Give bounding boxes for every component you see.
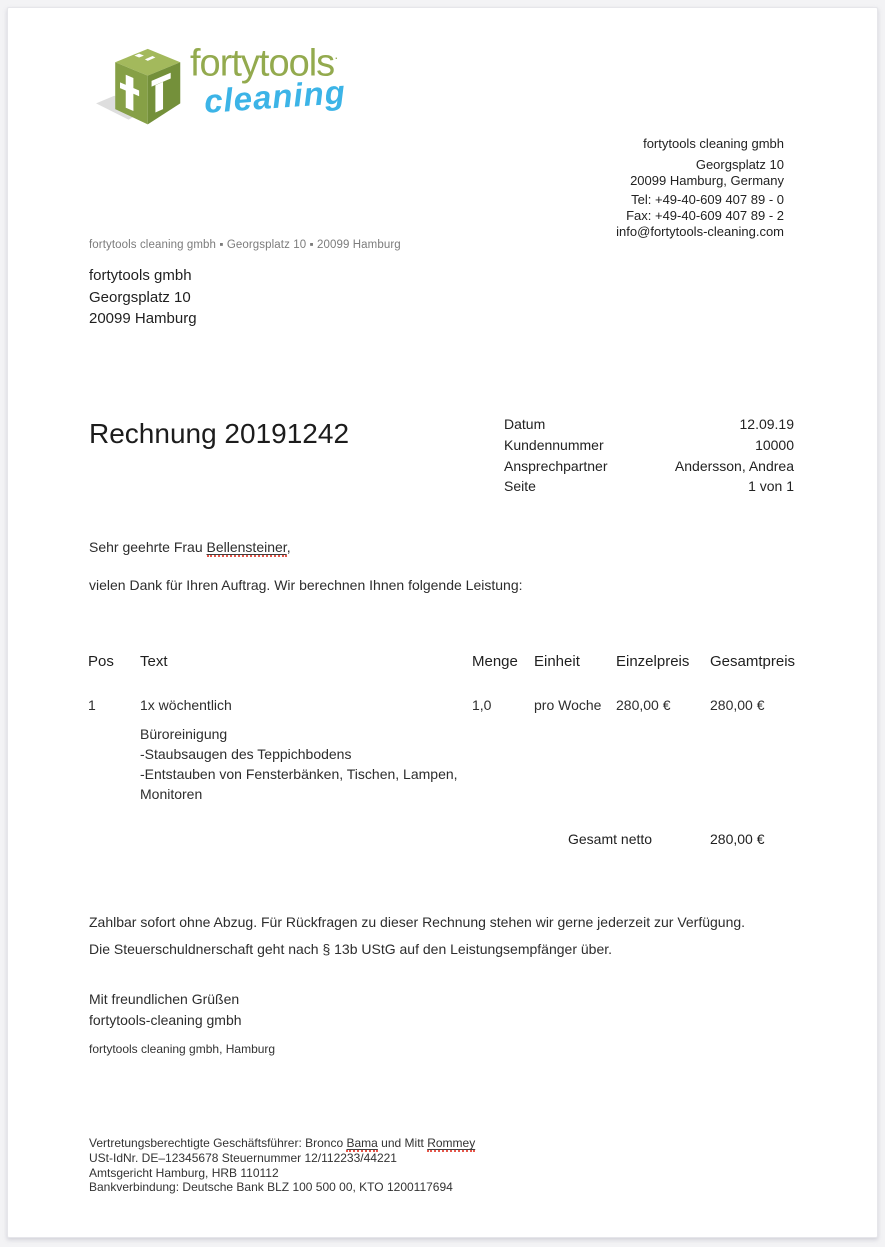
sender-line: fortytools cleaning gmbh ▪ Georgsplatz 10 ▪ 20099 Hamburg <box>89 239 401 251</box>
recipient-city: 20099 Hamburg <box>89 310 197 327</box>
salutation: Sehr geehrte Frau Bellensteiner, <box>89 539 291 555</box>
signoff-company: fortytools-cleaning gmbh <box>89 1011 242 1028</box>
logo-wordmark <box>190 38 347 120</box>
misspelled-director-name-1: Bama <box>346 1136 378 1150</box>
table-cell-einzelpreis: 280,00 € <box>616 697 671 713</box>
recipient-address <box>89 265 197 330</box>
payment-terms-line: Zahlbar sofort ohne Abzug. Für Rückfragen zu dieser Rechnung stehen wir gerne jederzeit zur Verfügung. <box>89 914 746 930</box>
company-street: Georgsplatz 10 <box>695 157 784 172</box>
invoice-title: Rechnung 20191242 <box>89 418 350 449</box>
recipient-street: Georgsplatz 10 <box>89 288 191 306</box>
meta-row-ansprechpartner <box>504 456 794 477</box>
meta-row-datum <box>504 414 794 435</box>
meta-value: 10000 <box>755 436 794 453</box>
meta-label: Kundennummer <box>504 436 604 453</box>
meta-label: Datum <box>504 416 546 432</box>
footer-court-registration: Amtsgericht Hamburg, HRB 110112 <box>89 1165 279 1180</box>
company-name: fortytools cleaning gmbh <box>643 136 784 151</box>
invoice-sheet <box>7 7 878 1238</box>
table-cell-einheit: pro Woche <box>534 697 602 713</box>
item-description <box>140 724 458 804</box>
meta-value: 12.09.19 <box>739 416 794 432</box>
table-header-einzelpreis: Einzelpreis <box>616 653 690 670</box>
company-fax: Fax: +49-40-609 407 89 - 2 <box>626 208 784 223</box>
footer-tax-ids: USt-IdNr. DE–12345678 Steuernummer 12/112233/44221 <box>89 1150 397 1165</box>
company-tel: Tel: +49-40-609 407 89 - 0 <box>631 192 784 207</box>
table-header-einheit: Einheit <box>534 653 580 670</box>
recipient-name: fortytools gmbh <box>89 267 192 284</box>
footer-managing-directors: Vertretungsberechtigte Geschäftsführer: Bronco Bama und Mitt Rommey <box>89 1136 476 1150</box>
item-description-line: Monitoren <box>140 786 203 802</box>
table-cell-menge: 1,0 <box>472 697 492 713</box>
signoff-block <box>89 989 242 1030</box>
table-header-text: Text <box>140 653 168 670</box>
meta-row-kundennummer <box>504 435 794 456</box>
company-city: 20099 Hamburg, Germany <box>630 173 784 188</box>
meta-value: Andersson, Andrea <box>674 457 794 474</box>
invoice-meta <box>504 414 794 497</box>
item-description-line: -Entstauben von Fensterbänken, Tischen, Lampen, <box>140 766 458 782</box>
intro-line: vielen Dank für Ihren Auftrag. Wir berechnen Ihnen folgende Leistung: <box>89 577 523 593</box>
table-cell-gesamtpreis: 280,00 € <box>710 697 765 713</box>
logo-sub-text: cleaning <box>202 72 347 120</box>
company-address-block <box>616 136 784 243</box>
table-header-pos: Pos <box>88 653 114 670</box>
signoff-greeting: Mit freundlichen Grüßen <box>89 991 240 1007</box>
total-net-value: 280,00 € <box>710 831 765 847</box>
item-description-line: -Staubsaugen des Teppichbodens <box>140 746 352 762</box>
table-cell-text: 1x wöchentlich <box>140 697 232 713</box>
table-cell-pos: 1 <box>88 697 96 713</box>
meta-value: 1 von 1 <box>748 478 794 495</box>
tax-note-line: Die Steuerschuldnerschaft geht nach § 13b UStG auf den Leistungsempfänger über. <box>89 941 613 957</box>
company-email: info@fortytools-cleaning.com <box>616 224 784 239</box>
meta-label: Ansprechpartner <box>504 457 608 474</box>
company-footer-line: fortytools cleaning gmbh, Hamburg <box>89 1042 276 1056</box>
logo-brand-text: fortytools· <box>190 42 338 85</box>
item-description-line: Büroreinigung <box>140 726 228 742</box>
company-logo <box>94 38 384 133</box>
legal-footer <box>89 1136 475 1195</box>
table-header-menge: Menge <box>472 653 518 670</box>
logo-cube-icon <box>94 46 190 139</box>
meta-label: Seite <box>504 478 536 495</box>
misspelled-recipient-name: Bellensteiner <box>206 539 287 555</box>
logo-trademark-dot: · <box>334 50 338 65</box>
meta-row-seite <box>504 476 794 497</box>
total-net-label: Gesamt netto <box>568 831 653 847</box>
misspelled-director-name-2: Rommey <box>427 1136 476 1150</box>
footer-bank-details: Bankverbindung: Deutsche Bank BLZ 100 500 00, KTO 1200117694 <box>89 1180 453 1195</box>
table-header-gesamtpreis: Gesamtpreis <box>710 653 796 670</box>
